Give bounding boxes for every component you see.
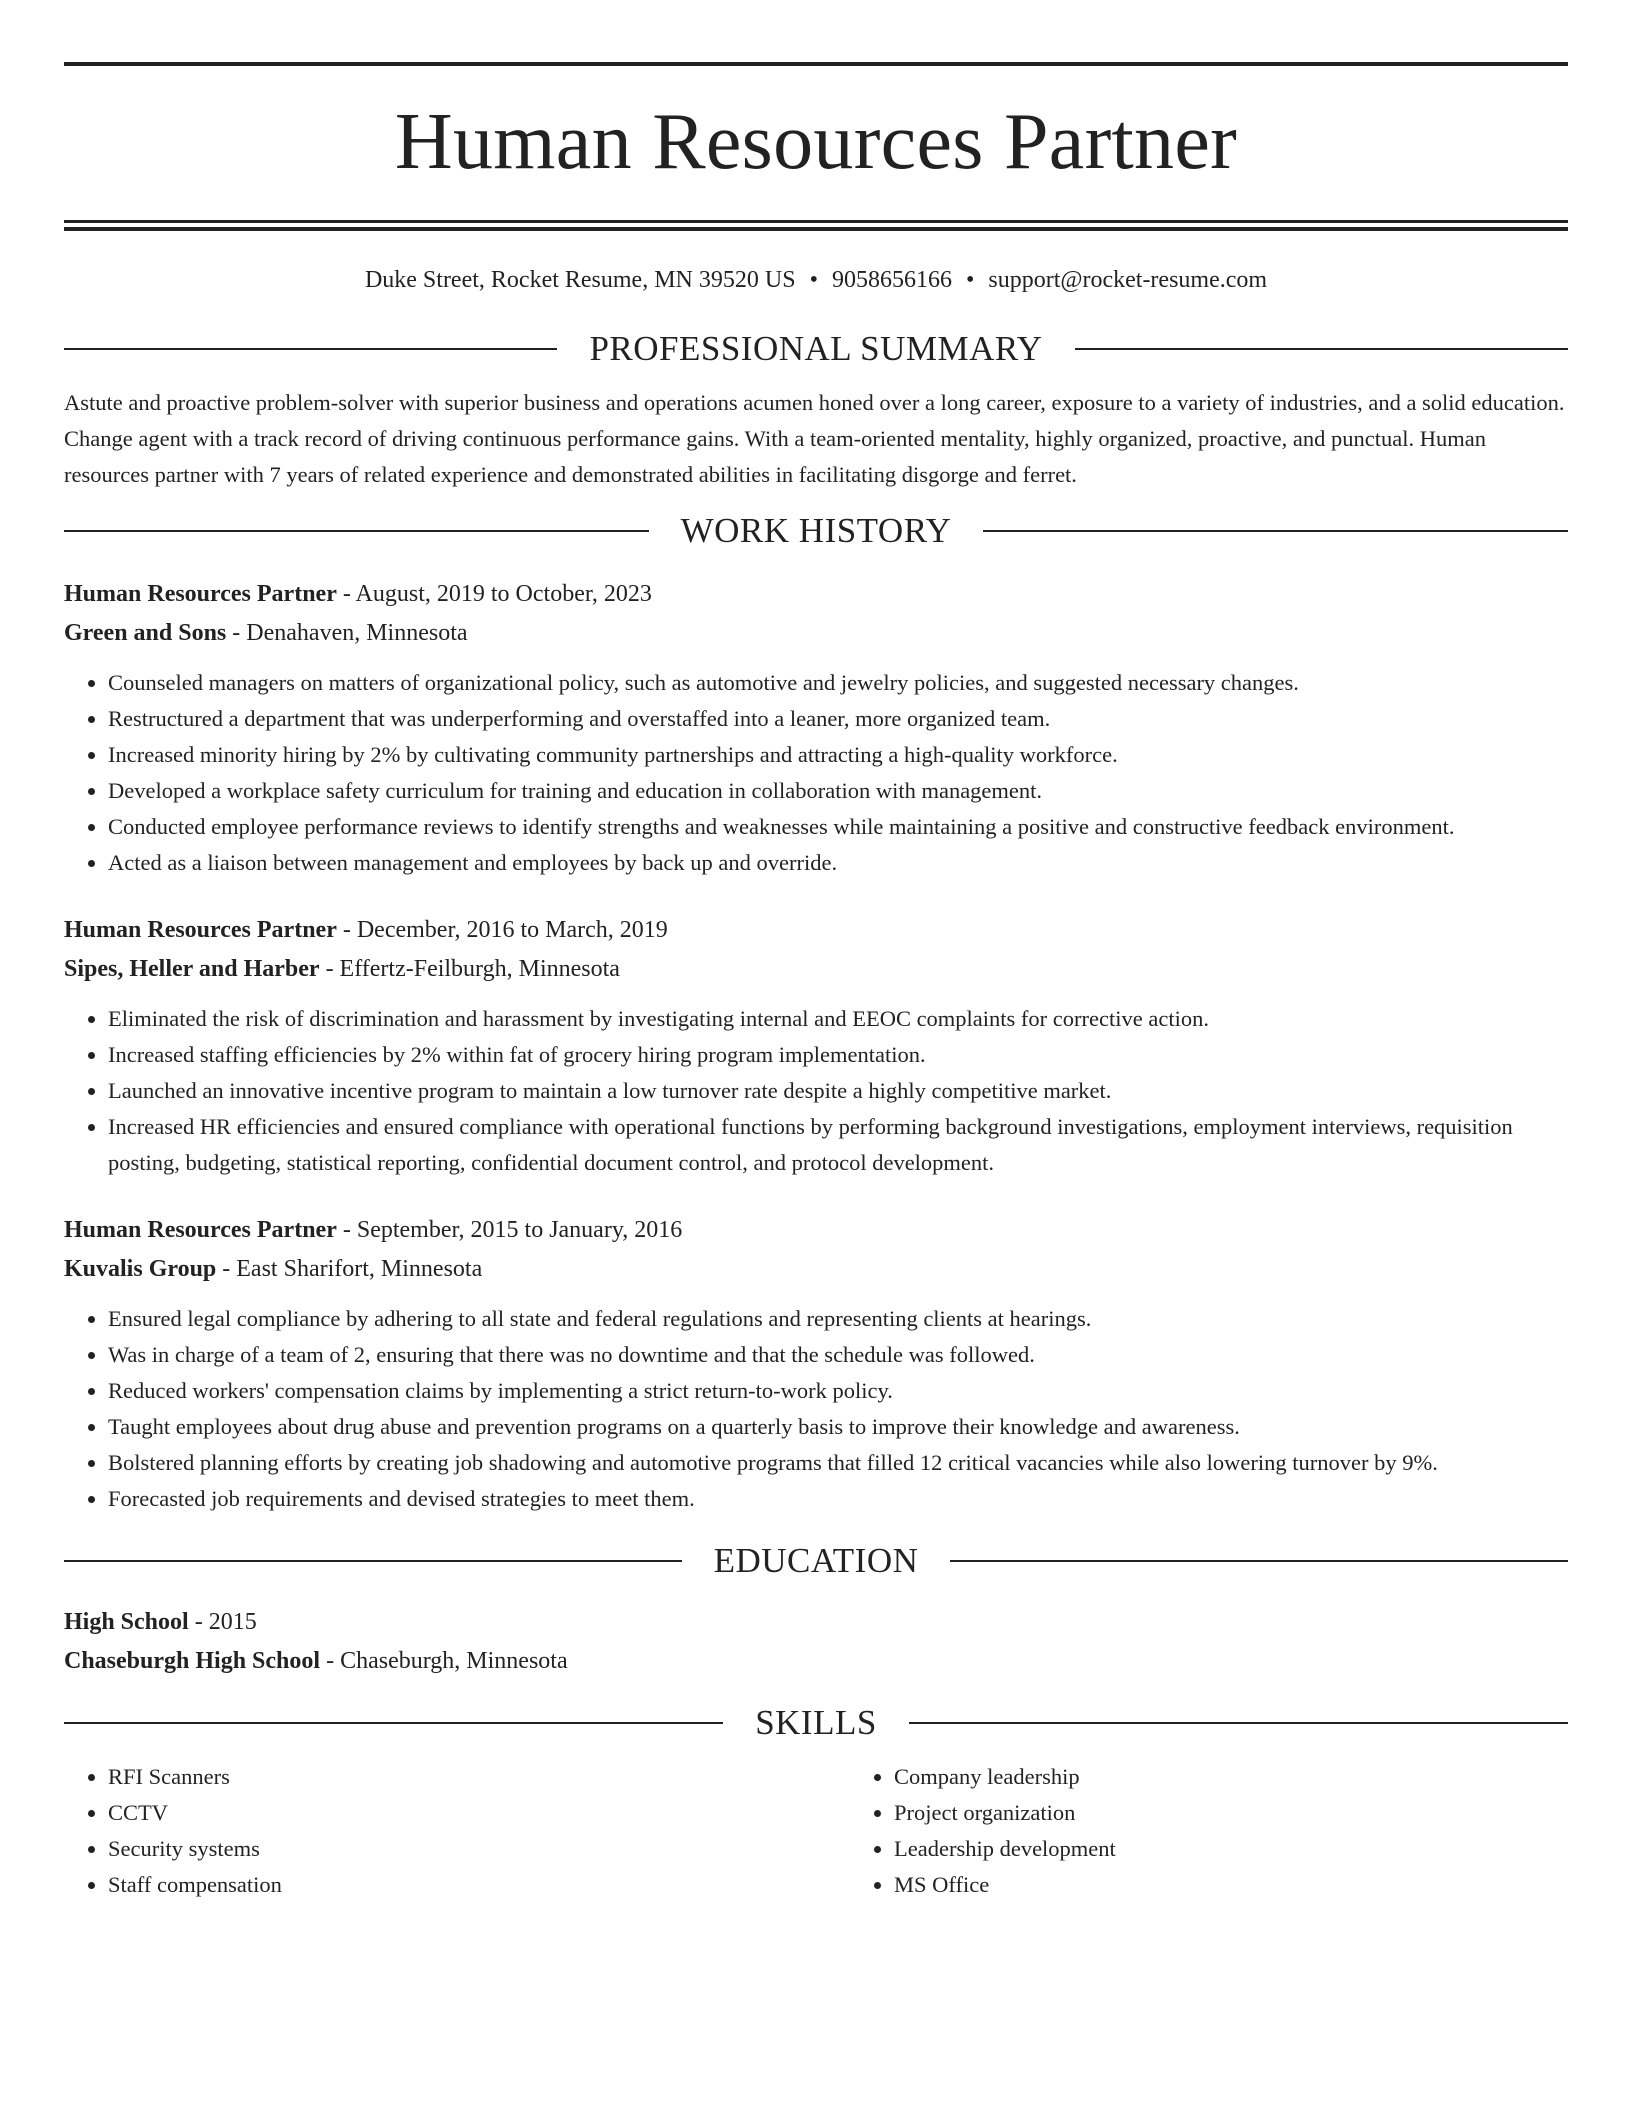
skills-list-left (64, 1759, 850, 1903)
contact-phone: 9058656166 (831, 267, 952, 293)
job-title: Human Resources Partner (64, 581, 337, 607)
list-item: • Increased minority hiring by 2% by cultivating community partnerships and attracting a high-quality workforce. (108, 737, 1568, 773)
heading-rule-right (983, 530, 1568, 532)
list-item: • Ensured legal compliance by adhering to all state and federal regulations and representing clients at hearings. (108, 1301, 1568, 1337)
contact-line (64, 265, 1568, 295)
job-dates: - December, 2016 to March, 2019 (336, 917, 668, 943)
job-title: Human Resources Partner (64, 917, 337, 943)
list-item: • Leadership development (894, 1831, 1568, 1867)
section-heading-summary (64, 327, 1568, 371)
education-degree-line (64, 1603, 1568, 1642)
job-dates: - September, 2015 to January, 2016 (336, 1217, 683, 1243)
list-item: • Security systems (108, 1831, 850, 1867)
section-heading-label: SKILLS (755, 1703, 877, 1742)
list-item: • Taught employees about drug abuse and prevention programs on a quarterly basis to improve their knowledge and awareness. (108, 1409, 1568, 1445)
list-item: • Was in charge of a team of 2, ensuring that there was no downtime and that the schedule was followed. (108, 1337, 1568, 1373)
education-degree: High School (64, 1609, 189, 1635)
job-company: Green and Sons (64, 620, 227, 646)
resume-title: Human Resources Partner (394, 98, 1238, 186)
skills-list-right (850, 1759, 1568, 1903)
job-title-line (64, 911, 1568, 950)
job-location: - East Sharifort, Minnesota (216, 1256, 483, 1282)
job-title: Human Resources Partner (64, 1217, 337, 1243)
list-item: • Project organization (894, 1795, 1568, 1831)
list-item: • Launched an innovative incentive program to maintain a low turnover rate despite a highly competitive market. (108, 1073, 1568, 1109)
section-heading-label: PROFESSIONAL SUMMARY (589, 329, 1043, 368)
list-item: • Developed a workplace safety curriculum for training and education in collaboration with management. (108, 773, 1568, 809)
top-rule (64, 62, 1568, 66)
heading-rule-left (64, 1560, 682, 1562)
list-item: • Forecasted job requirements and devised strategies to meet them. (108, 1481, 1568, 1517)
job-company-line (64, 1250, 1568, 1289)
job-dates: - August, 2019 to October, 2023 (336, 581, 652, 607)
list-item: • Conducted employee performance reviews to identify strengths and weaknesses while maintaining a positive and constructive feedback environment. (108, 809, 1568, 845)
section-heading-education (64, 1539, 1568, 1583)
list-item: • Company leadership (894, 1759, 1568, 1795)
heading-rule-left (64, 1722, 723, 1724)
list-item: • Counseled managers on matters of organizational policy, such as automotive and jewelry policies, and suggested necessary changes. (108, 665, 1568, 701)
section-heading-skills (64, 1701, 1568, 1745)
education-year: - 2015 (188, 1609, 257, 1635)
job-company-line (64, 614, 1568, 653)
list-item: • MS Office (894, 1867, 1568, 1903)
contact-address: Duke Street, Rocket Resume, MN 39520 US (364, 267, 796, 293)
job-company-line (64, 950, 1568, 989)
contact-separator: • (809, 267, 818, 293)
job-company: Sipes, Heller and Harber (64, 956, 320, 982)
job-location: - Effertz-Feilburgh, Minnesota (319, 956, 620, 982)
education-entry (64, 1603, 1568, 1681)
job-entry (64, 911, 1568, 1181)
education-school: Chaseburgh High School (64, 1648, 321, 1674)
list-item: • Bolstered planning efforts by creating job shadowing and automotive programs that filled 12 critical vacancies while also lowering turnover by 9%. (108, 1445, 1568, 1481)
list-item: • Restructured a department that was underperforming and overstaffed into a leaner, more organized team. (108, 701, 1568, 737)
section-heading-label: EDUCATION (713, 1541, 919, 1580)
list-item: • Reduced workers' compensation claims by implementing a strict return-to-work policy. (108, 1373, 1568, 1409)
job-title-line (64, 1211, 1568, 1250)
heading-rule-left (64, 530, 649, 532)
skills-columns (64, 1759, 1568, 1903)
heading-rule-left (64, 348, 557, 350)
title-double-rule (64, 220, 1568, 231)
list-item: • Acted as a liaison between management and employees by back up and override. (108, 845, 1568, 881)
contact-separator: • (965, 267, 975, 293)
heading-rule-right (909, 1722, 1568, 1724)
job-company: Kuvalis Group (64, 1256, 217, 1282)
education-school-line (64, 1642, 1568, 1681)
list-item: • CCTV (108, 1795, 850, 1831)
list-item: • Eliminated the risk of discrimination and harassment by investigating internal and EEOC complaints for corrective action. (108, 1001, 1568, 1037)
job-title-line (64, 575, 1568, 614)
section-heading-label: WORK HISTORY (680, 511, 952, 550)
list-item: • Increased HR efficiencies and ensured compliance with operational functions by performing background investigations, employment interviews, requisition posting, budgeting, statistical reporting, confidential document control, and protocol development. (108, 1109, 1568, 1181)
education-location: - Chaseburgh, Minnesota (320, 1648, 568, 1674)
job-location: - Denahaven, Minnesota (226, 620, 468, 646)
heading-rule-right (950, 1560, 1568, 1562)
list-item: • Staff compensation (108, 1867, 850, 1903)
summary-text: Astute and proactive problem-solver with superior business and operations acumen honed over a long career, exposure to a variety of industries, and a solid education. Change agent with a track record of driving continuous performance gains. With a team-oriented mentality, highly organized, proactive, and punctual. Human resources partner with 7 years of related experience and demonstrated abilities in facilitating disgorge and ferret. (64, 390, 1565, 487)
job-bullets (64, 665, 1568, 881)
list-item: • RFI Scanners (108, 1759, 850, 1795)
job-entry (64, 1211, 1568, 1517)
list-item: • Increased staffing efficiencies by 2% within fat of grocery hiring program implementation. (108, 1037, 1568, 1073)
section-heading-work-history (64, 509, 1568, 553)
job-bullets (64, 1001, 1568, 1181)
job-entry (64, 575, 1568, 881)
job-bullets (64, 1301, 1568, 1517)
heading-rule-right (1075, 348, 1568, 350)
contact-email: support@rocket-resume.com (988, 267, 1268, 293)
